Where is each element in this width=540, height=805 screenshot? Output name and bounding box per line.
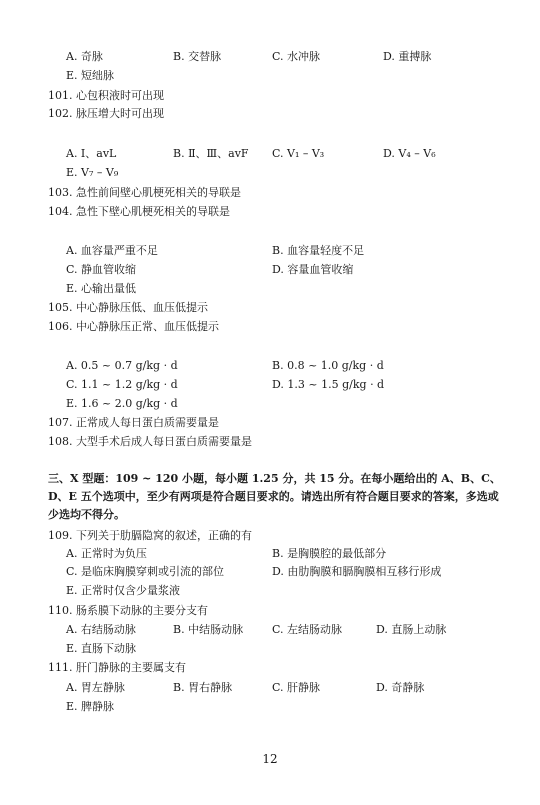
option-q109-cd-1: D. 由肋胸膜和膈胸膜相互移行形成	[272, 565, 442, 578]
option-q99-100-a-2: C. 水冲脉	[272, 50, 321, 63]
option-q107-108-cd-1: D. 1.3 ~ 1.5 g/kg · d	[272, 378, 385, 391]
option-q103-104-a-3: D. V₄ – V₆	[383, 147, 436, 160]
question-q108: 108. 大型手术后成人每日蛋白质需要量是	[48, 435, 252, 448]
option-q109-ab-1: B. 是胸膜腔的最低部分	[272, 547, 387, 560]
question-q109: 109. 下列关于肋膈隐窝的叙述，正确的有	[48, 529, 252, 542]
option-q110-a-2: C. 左结肠动脉	[272, 623, 343, 636]
option-q105-106-cd-0: C. 静血管收缩	[66, 263, 137, 276]
question-q106: 106. 中心静脉压正常、血压低提示	[48, 320, 219, 333]
question-q110: 110. 肠系膜下动脉的主要分支有	[48, 604, 208, 617]
question-q101: 101. 心包积液时可出现	[48, 89, 164, 102]
option-q109-ab-0: A. 正常时为负压	[66, 547, 147, 560]
option-q99-100-e-0: E. 短绌脉	[66, 69, 115, 82]
option-q99-100-a-1: B. 交替脉	[173, 50, 222, 63]
section-x-type-instructions: 三、X 型题：109 ~ 120 小题，每小题 1.25 分，共 15 分。在每小题给出的 A、B、C、D、E 五个选项中，至少有两项是符合题目要求的。请选出所有符合题目要求的答案，多选或少选均不得分。	[48, 472, 501, 521]
option-q105-106-cd-1: D. 容量血管收缩	[272, 263, 354, 276]
option-q109-cd-0: C. 是临床胸膜穿刺或引流的部位	[66, 565, 225, 578]
option-q103-104-a-2: C. V₁ – V₃	[272, 147, 325, 160]
option-q107-108-ab-1: B. 0.8 ~ 1.0 g/kg · d	[272, 359, 384, 372]
question-q107: 107. 正常成人每日蛋白质需要量是	[48, 416, 219, 429]
option-q105-106-e-0: E. 心输出量低	[66, 282, 137, 295]
option-q99-100-a-0: A. 奇脉	[66, 50, 103, 63]
option-q99-100-a-3: D. 重搏脉	[383, 50, 432, 63]
option-q110-a-1: B. 中结肠动脉	[173, 623, 244, 636]
option-q103-104-a-1: B. Ⅱ、Ⅲ、avF	[173, 147, 249, 160]
option-q105-106-ab-0: A. 血容量严重不足	[66, 244, 158, 257]
option-q103-104-a-0: A. Ⅰ、avL	[66, 147, 117, 160]
option-q110-a-0: A. 右结肠动脉	[66, 623, 136, 636]
question-q105: 105. 中心静脉压低、血压低提示	[48, 301, 208, 314]
option-q111-a-0: A. 胃左静脉	[66, 681, 125, 694]
option-q111-a-3: D. 奇静脉	[376, 681, 425, 694]
question-q103: 103. 急性前间壁心肌梗死相关的导联是	[48, 186, 241, 199]
question-q102: 102. 脉压增大时可出现	[48, 107, 164, 120]
option-q111-a-1: B. 胃右静脉	[173, 681, 233, 694]
option-q107-108-cd-0: C. 1.1 ~ 1.2 g/kg · d	[66, 378, 178, 391]
option-q110-e-0: E. 直肠下动脉	[66, 642, 137, 655]
option-q109-e-0: E. 正常时仅含少量浆液	[66, 584, 181, 597]
option-q107-108-e-0: E. 1.6 ~ 2.0 g/kg · d	[66, 397, 178, 410]
option-q111-e-0: E. 脾静脉	[66, 700, 115, 713]
option-q111-a-2: C. 肝静脉	[272, 681, 321, 694]
question-q104: 104. 急性下壁心肌梗死相关的导联是	[48, 205, 230, 218]
page-number: 12	[262, 752, 278, 766]
option-q103-104-e-0: E. V₇ – V₉	[66, 166, 119, 179]
option-q105-106-ab-1: B. 血容量轻度不足	[272, 244, 365, 257]
option-q107-108-ab-0: A. 0.5 ~ 0.7 g/kg · d	[66, 359, 178, 372]
question-q111: 111. 肝门静脉的主要属支有	[48, 661, 186, 674]
option-q110-a-3: D. 直肠上动脉	[376, 623, 447, 636]
